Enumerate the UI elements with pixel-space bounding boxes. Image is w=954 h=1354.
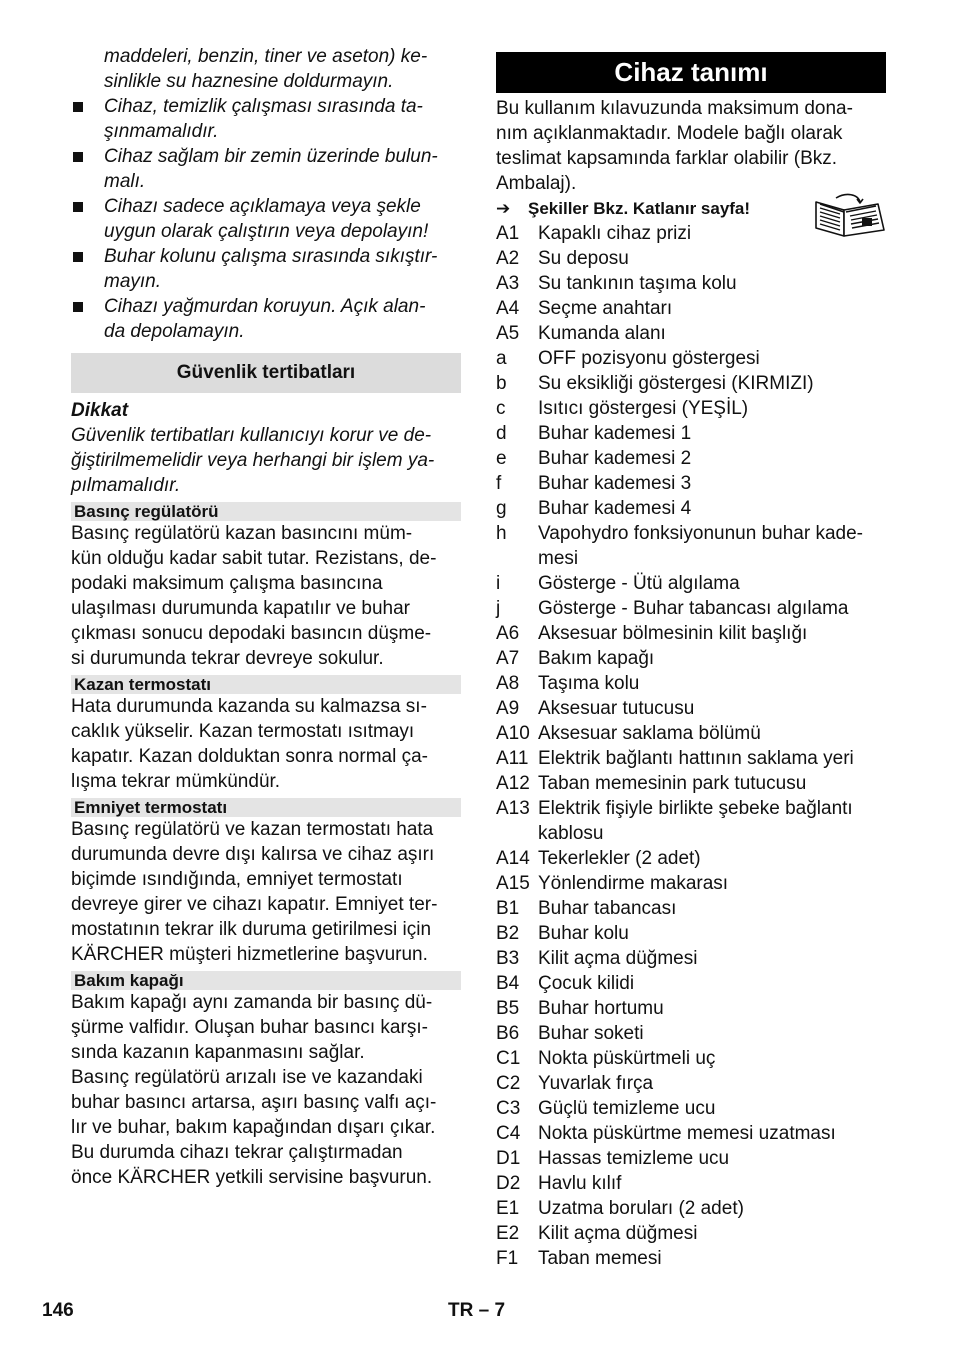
text-line: Buhar soketi: [538, 1023, 644, 1044]
text-line: Cihazı sadece açıklamaya veya şekle: [104, 196, 421, 217]
legend-item: [496, 771, 886, 796]
legend-code: A9: [496, 698, 520, 719]
legend-item: [496, 396, 886, 421]
page-number: 146: [42, 1300, 74, 1321]
legend-text: [538, 371, 886, 396]
text-line: kablosu: [538, 823, 604, 844]
legend-text: [538, 946, 886, 971]
legend-item: [496, 971, 886, 996]
text-line: Güvenlik tertibatları kullanıcıyı korur ve de-: [71, 425, 432, 446]
legend-item: [496, 346, 886, 371]
legend-item: [496, 1196, 886, 1221]
text-line: Cihaz sağlam bir zemin üzerinde bulun-: [104, 146, 438, 167]
legend-text: [538, 521, 886, 571]
legend-code: a: [496, 348, 507, 369]
text-line: Buhar tabancası: [538, 898, 677, 919]
text-line: maddeleri, benzin, tiner ve aseton) ke-: [104, 46, 428, 67]
legend-item: [496, 796, 886, 846]
legend-code: d: [496, 423, 507, 444]
subsection-text: [71, 521, 461, 671]
text-line: Buhar kolunu çalışma sırasında sıkıştır-: [104, 246, 438, 267]
text-line: Buhar kademesi 1: [538, 423, 692, 444]
legend-item: [496, 946, 886, 971]
legend-text: [538, 1121, 886, 1146]
list-item: [71, 244, 461, 294]
text-line: sında kazanın kapanmasını sağlar.: [71, 1042, 365, 1063]
text-line: Buhar kolu: [538, 923, 629, 944]
legend-text: [538, 421, 886, 446]
legend-text: [538, 771, 886, 796]
legend-code: i: [496, 573, 501, 594]
legend-code: B5: [496, 998, 520, 1019]
legend-code: F1: [496, 1248, 519, 1269]
text-line: Aksesuar bölmesinin kilit başlığı: [538, 623, 808, 644]
legend-item: [496, 996, 886, 1021]
text-line: Su deposu: [538, 248, 629, 269]
text-line: da depolamayın.: [104, 321, 245, 342]
text-line: Ambalaj).: [496, 173, 577, 194]
legend-text: [538, 1046, 886, 1071]
legend-code: B4: [496, 973, 520, 994]
legend-code: C1: [496, 1048, 521, 1069]
legend-item: [496, 696, 886, 721]
legend-code: A12: [496, 773, 530, 794]
bullet-square-icon: [73, 252, 83, 262]
legend-text: [538, 921, 886, 946]
text-line: Taban memesi: [538, 1248, 662, 1269]
text-line: Buhar kademesi 4: [538, 498, 692, 519]
legend-code: A10: [496, 723, 530, 744]
caution-text: [71, 423, 461, 498]
text-line: Aksesuar saklama bölümü: [538, 723, 761, 744]
legend-text: [538, 271, 886, 296]
legend-item: [496, 746, 886, 771]
text-line: Hata durumunda kazanda su kalmazsa sı-: [71, 696, 427, 717]
text-line: ğiştirilmemelidir veya herhangi bir işlem ya-: [71, 450, 435, 471]
legend-code: B6: [496, 1023, 520, 1044]
text-line: Elektrik bağlantı hattının saklama yeri: [538, 748, 854, 769]
legend-text: [538, 571, 886, 596]
text-line: kün olduğu kadar sabit tutar. Rezistans, de-: [71, 548, 437, 569]
legend-text: [538, 1221, 886, 1246]
legend-item: [496, 1221, 886, 1246]
caution-heading: Dikkat: [71, 400, 129, 421]
legend-item: [496, 371, 886, 396]
legend-code: D2: [496, 1173, 521, 1194]
subsection-heading-boiler-thermostat: Kazan termostatı: [71, 675, 461, 694]
text-line: Uzatma boruları (2 adet): [538, 1198, 744, 1219]
legend-text: [538, 296, 886, 321]
legend-code: C4: [496, 1123, 521, 1144]
legend-item: [496, 846, 886, 871]
bullet-square-icon: [73, 302, 83, 312]
legend-code: g: [496, 498, 507, 519]
legend-item: [496, 1246, 886, 1271]
legend-text: [538, 1096, 886, 1121]
text-line: buhar basıncı artarsa, aşırı basınç valfı açı-: [71, 1092, 437, 1113]
legend-code: A8: [496, 673, 520, 694]
legend-item: [496, 1121, 886, 1146]
legend-code: B3: [496, 948, 520, 969]
text-line: Gösterge - Ütü algılama: [538, 573, 740, 594]
legend-text: [538, 471, 886, 496]
text-line: kapatır. Kazan dolduktan sonra normal ça-: [71, 746, 428, 767]
legend-code: C3: [496, 1098, 521, 1119]
text-line: Basınç regülatörü ve kazan termostatı hata: [71, 819, 434, 840]
legend-code: A11: [496, 748, 529, 769]
text-line: biçimde ısındığında, emniyet termostatı: [71, 869, 403, 890]
text-line: Nokta püskürtme memesi uzatması: [538, 1123, 836, 1144]
text-line: Yönlendirme makarası: [538, 873, 729, 894]
text-line: si durumunda tekrar devreye sokulur.: [71, 648, 384, 669]
text-line: lır ve buhar, bakım kapağından dışarı çıkar.: [71, 1117, 436, 1138]
text-line: mayın.: [104, 271, 162, 292]
legend-text: [538, 746, 886, 771]
list-item: [71, 94, 461, 144]
legend-item: [496, 671, 886, 696]
figure-reference-text: Şekiller Bkz. Katlanır sayfa!: [528, 199, 751, 218]
text-line: Kilit açma düğmesi: [538, 948, 698, 969]
text-line: Çocuk kilidi: [538, 973, 635, 994]
legend-item: [496, 1046, 886, 1071]
text-line: Hassas temizleme ucu: [538, 1148, 730, 1169]
bullet-list: [71, 94, 461, 344]
text-line: Güçlü temizleme ucu: [538, 1098, 716, 1119]
text-line: Bu kullanım kılavuzunda maksimum dona-: [496, 98, 853, 119]
legend-text: [538, 671, 886, 696]
legend-item: [496, 921, 886, 946]
bullet-square-icon: [73, 102, 83, 112]
list-item: [71, 194, 461, 244]
text-line: Vapohydro fonksiyonunun buhar kade-: [538, 523, 863, 544]
legend-text: [538, 996, 886, 1021]
legend-code: A3: [496, 273, 520, 294]
bullet-square-icon: [73, 152, 83, 162]
legend-code: f: [496, 473, 502, 494]
legend-list: [496, 221, 886, 1271]
legend-text: [538, 846, 886, 871]
legend-item: [496, 621, 886, 646]
legend-item: [496, 321, 886, 346]
text-line: pılmamalıdır.: [71, 475, 181, 496]
text-line: ulaşılması durumunda kapatılır ve buhar: [71, 598, 411, 619]
text-line: şınmamalıdır.: [104, 121, 219, 142]
legend-code: B2: [496, 923, 520, 944]
legend-text: [538, 446, 886, 471]
intro-paragraph: [496, 96, 886, 196]
legend-code: A1: [496, 223, 520, 244]
figure-reference: [496, 196, 886, 221]
text-line: Tekerlekler (2 adet): [538, 848, 701, 869]
text-line: Yuvarlak fırça: [538, 1073, 654, 1094]
subsection-text: [71, 694, 461, 794]
text-line: Taşıma kolu: [538, 673, 640, 694]
page-title: Cihaz tanımı: [496, 52, 886, 93]
legend-text: [538, 346, 886, 371]
text-line: uygun olarak çalıştırın veya depolayın!: [104, 221, 429, 242]
text-line: Su eksikliği göstergesi (KIRMIZI): [538, 373, 814, 394]
legend-code: A4: [496, 298, 520, 319]
legend-text: [538, 721, 886, 746]
list-item: [71, 294, 461, 344]
legend-text: [538, 1171, 886, 1196]
text-line: Cihazı yağmurdan koruyun. Açık alan-: [104, 296, 426, 317]
legend-code: B1: [496, 898, 520, 919]
subsection-heading-safety-thermostat: Emniyet termostatı: [71, 798, 461, 817]
legend-item: [496, 1171, 886, 1196]
legend-item: [496, 446, 886, 471]
text-line: Aksesuar tutucusu: [538, 698, 695, 719]
legend-text: [538, 696, 886, 721]
legend-text: [538, 496, 886, 521]
legend-code: j: [496, 598, 501, 619]
legend-item: [496, 1096, 886, 1121]
bullet-square-icon: [73, 202, 83, 212]
legend-code: A2: [496, 248, 520, 269]
text-line: Havlu kılıf: [538, 1173, 622, 1194]
section-code: TR – 7: [448, 1300, 506, 1321]
legend-item: [496, 246, 886, 271]
legend-item: [496, 646, 886, 671]
legend-item: [496, 571, 886, 596]
text-line: Taban memesinin park tutucusu: [538, 773, 807, 794]
legend-code: A14: [496, 848, 530, 869]
legend-code: D1: [496, 1148, 521, 1169]
text-line: mostatının tekrar ilk duruma getirilmesi için: [71, 919, 432, 940]
text-line: Nokta püskürtmeli uç: [538, 1048, 716, 1069]
legend-item: [496, 596, 886, 621]
legend-code: h: [496, 523, 507, 544]
legend-code: A15: [496, 873, 530, 894]
text-line: Bakım kapağı: [538, 648, 655, 669]
legend-code: E2: [496, 1223, 520, 1244]
legend-item: [496, 271, 886, 296]
legend-item: [496, 871, 886, 896]
legend-item: [496, 896, 886, 921]
text-line: Kapaklı cihaz prizi: [538, 223, 692, 244]
legend-text: [538, 621, 886, 646]
legend-text: [538, 396, 886, 421]
legend-text: [538, 321, 886, 346]
text-line: Seçme anahtarı: [538, 298, 673, 319]
legend-text: [538, 1196, 886, 1221]
open-book-icon: [806, 190, 886, 240]
text-line: Isıtıcı göstergesi (YEŞİL): [538, 398, 749, 419]
legend-text: [538, 1146, 886, 1171]
legend-item: [496, 496, 886, 521]
right-column: [496, 52, 886, 1271]
subsection-text: [71, 817, 461, 967]
legend-code: C2: [496, 1073, 521, 1094]
legend-code: e: [496, 448, 507, 469]
list-item: [71, 144, 461, 194]
legend-text: [538, 1071, 886, 1096]
text-line: Kumanda alanı: [538, 323, 666, 344]
legend-item: [496, 296, 886, 321]
arrow-right-icon: ➔: [496, 199, 511, 218]
text-line: Basınç regülatörü arızalı ise ve kazandaki: [71, 1067, 423, 1088]
text-line: durumunda devre dışı kalırsa ve cihaz aşırı: [71, 844, 435, 865]
subsection-heading-pressure-regulator: Basınç regülatörü: [71, 502, 461, 521]
text-line: teslimat kapsamında farklar olabilir (Bkz.: [496, 148, 838, 169]
text-line: caklık yükselir. Kazan termostatı ısıtmayı: [71, 721, 415, 742]
text-line: lışma tekrar mümkündür.: [71, 771, 281, 792]
legend-text: [538, 871, 886, 896]
text-line: Bakım kapağı aynı zamanda bir basınç dü-: [71, 992, 433, 1013]
subsection-text: [71, 990, 461, 1190]
legend-text: [538, 971, 886, 996]
text-line: Buhar kademesi 2: [538, 448, 692, 469]
legend-code: b: [496, 373, 507, 394]
subsection-heading-maintenance-cap: Bakım kapağı: [71, 971, 461, 990]
legend-item: [496, 1021, 886, 1046]
text-line: OFF pozisyonu göstergesi: [538, 348, 760, 369]
text-line: nım açıklanmaktadır. Modele bağlı olarak: [496, 123, 843, 144]
legend-text: [538, 1021, 886, 1046]
text-line: podaki maksimum çalışma basıncına: [71, 573, 383, 594]
text-line: Buhar kademesi 3: [538, 473, 692, 494]
text-line: Bu durumda cihazı tekrar çalıştırmadan: [71, 1142, 403, 1163]
text-line: Su tankının taşıma kolu: [538, 273, 737, 294]
legend-text: [538, 896, 886, 921]
text-line: Cihaz, temizlik çalışması sırasında ta-: [104, 96, 423, 117]
text-line: sinlikle su haznesine doldurmayın.: [104, 71, 394, 92]
legend-text: [538, 596, 886, 621]
legend-code: A6: [496, 623, 520, 644]
text-line: Basınç regülatörü kazan basıncını müm-: [71, 523, 413, 544]
text-line: devreye girer ve cihazı kapatır. Emniyet ter-: [71, 894, 438, 915]
text-line: çıkması sonucu depodaki basıncın düşme-: [71, 623, 432, 644]
legend-code: A5: [496, 323, 520, 344]
text-line: şürme valfidır. Oluşan buhar basıncı karşı-: [71, 1017, 428, 1038]
section-heading: Güvenlik tertibatları: [71, 353, 461, 393]
legend-code: A7: [496, 648, 520, 669]
legend-item: [496, 721, 886, 746]
text-line: Kilit açma düğmesi: [538, 1223, 698, 1244]
legend-item: [496, 471, 886, 496]
legend-item: [496, 1071, 886, 1096]
legend-item: [496, 1146, 886, 1171]
intro-continuation: [71, 44, 461, 94]
text-line: Gösterge - Buhar tabancası algılama: [538, 598, 849, 619]
legend-text: [538, 246, 886, 271]
legend-code: c: [496, 398, 506, 419]
text-line: KÄRCHER müşteri hizmetlerine başvurun.: [71, 944, 428, 965]
text-line: Elektrik fişiyle birlikte şebeke bağlantı: [538, 798, 853, 819]
legend-item: [496, 521, 886, 571]
legend-code: A13: [496, 798, 530, 819]
text-line: mesi: [538, 548, 579, 569]
legend-text: [538, 796, 886, 846]
legend-item: [496, 421, 886, 446]
legend-text: [538, 646, 886, 671]
text-line: Buhar hortumu: [538, 998, 664, 1019]
left-column: [71, 44, 461, 1190]
legend-text: [538, 1246, 886, 1271]
text-line: önce KÄRCHER yetkili servisine başvurun.: [71, 1167, 433, 1188]
text-line: malı.: [104, 171, 146, 192]
legend-code: E1: [496, 1198, 520, 1219]
